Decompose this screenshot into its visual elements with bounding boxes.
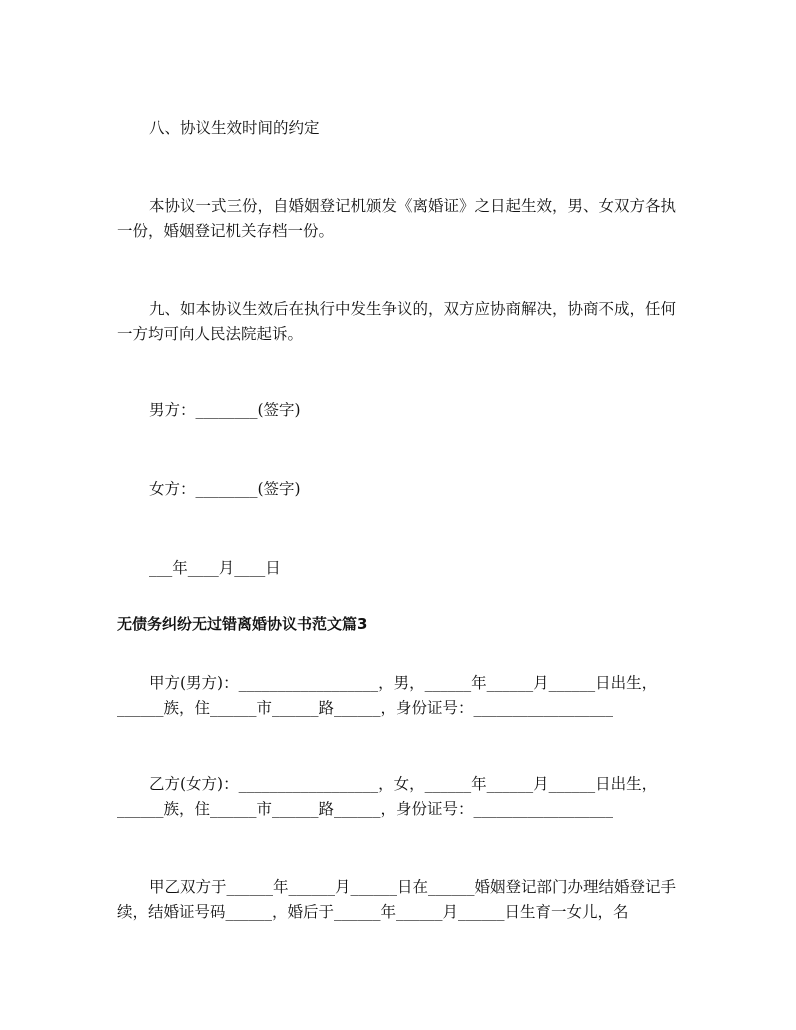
male-signature-line: 男方：________(签字)	[149, 401, 301, 419]
marriage-info-line-1: 甲乙双方于______年______月______日在______婚姻登记部门办理结婚登记手	[149, 878, 677, 896]
section-heading: 无债务纠纷无过错离婚协议书范文篇3	[117, 615, 368, 633]
section-8-body-line-1: 本协议一式三份，自婚姻登记机颁发《离婚证》之日起生效，男、女双方各执	[149, 197, 677, 215]
section-9-line-1: 九、如本协议生效后在执行中发生争议的，双方应协商解决，协商不成，任何	[149, 300, 677, 318]
party-a-line-1: 甲方(男方)：__________________，男，______年______月______日出生，	[149, 674, 658, 692]
female-signature-line: 女方：________(签字)	[149, 480, 301, 498]
party-b-line-2: ______族，住______市______路______，身份证号：__________________	[117, 800, 614, 818]
marriage-info-line-2: 续，结婚证号码______，婚后于______年______月______日生育一女儿，名	[117, 903, 629, 921]
party-b-line-1: 乙方(女方)：__________________，女，______年______月______日出生，	[149, 775, 658, 793]
section-8-title: 八、协议生效时间的约定	[149, 119, 320, 137]
section-8-body-line-2: 一份，婚姻登记机关存档一份。	[117, 222, 335, 240]
date-line: ___年____月____日	[149, 559, 281, 577]
section-9-line-2: 一方均可向人民法院起诉。	[117, 325, 304, 343]
party-a-line-2: ______族，住______市______路______，身份证号：__________________	[117, 699, 614, 717]
